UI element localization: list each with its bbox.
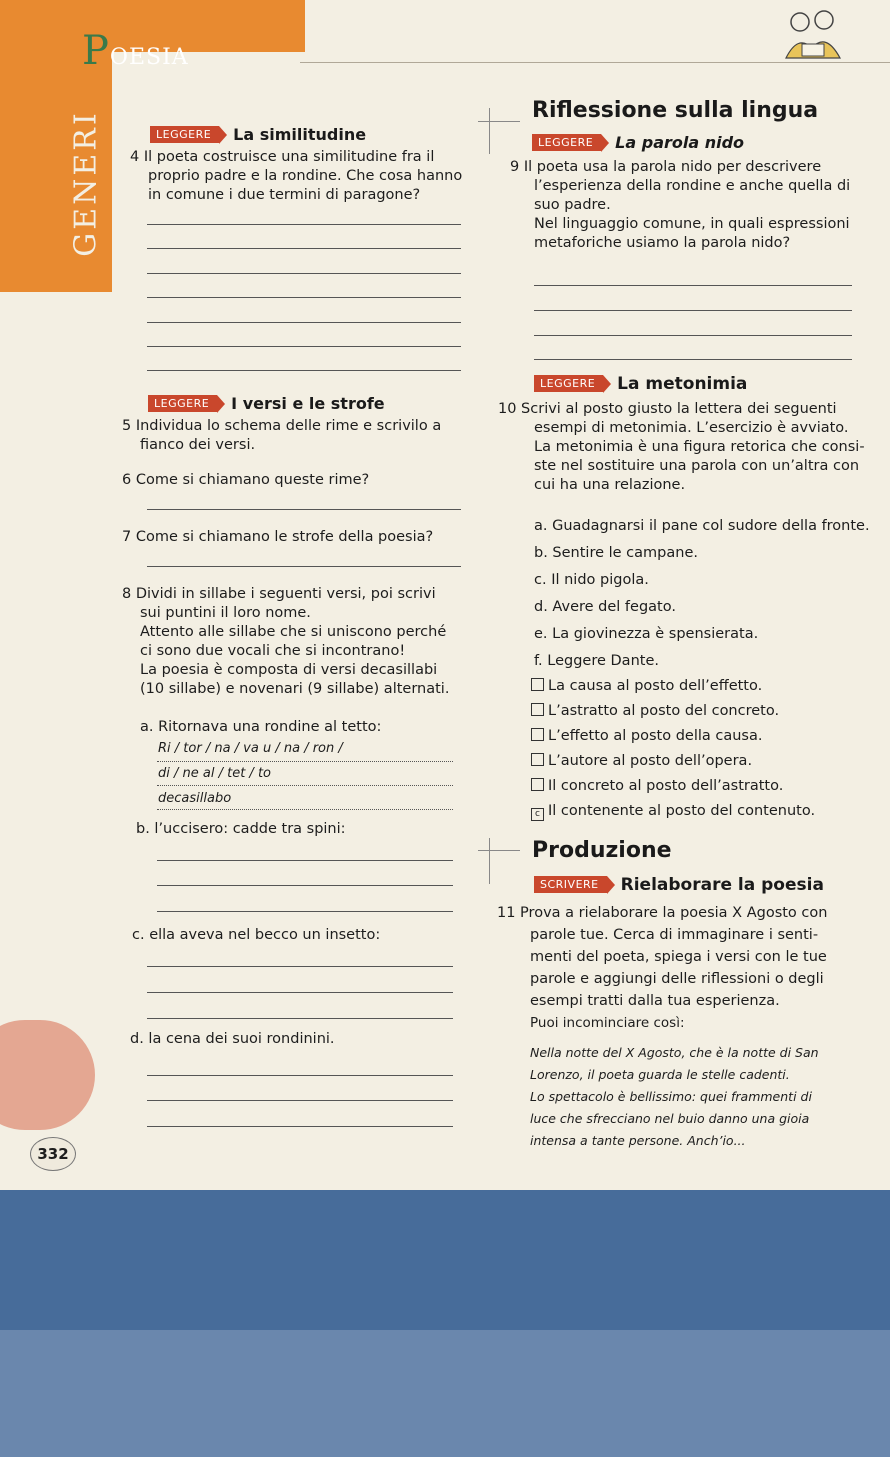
answer-line[interactable]	[147, 509, 461, 510]
syllable-line-2[interactable]: di / ne al / tet / to	[158, 766, 271, 781]
scrivere-tag: SCRIVERE	[534, 876, 607, 893]
option-row: Il concreto al posto dell’astratto.	[531, 774, 815, 799]
example-e: e. La giovinezza è spensierata.	[534, 626, 759, 642]
heading-parola-nido: LEGGERE La parola nido	[532, 132, 744, 152]
heading-similitudine: LEGGERE La similitudine	[150, 124, 366, 144]
crosshair-mark	[489, 108, 490, 154]
header-rule	[300, 62, 890, 63]
question-10: 10 Scrivi al posto giusto la lettera dei seguenti esempi di metonimia. L’esercizio è avviato. La metonimia è una figura retorica che consi- ste nel sostituire una parola con un’altra con cui ha una relazione.	[498, 401, 865, 493]
heading-riflessione: Riflessione sulla lingua	[532, 98, 819, 123]
metonymy-options	[531, 674, 815, 824]
answer-box[interactable]	[531, 728, 544, 741]
heading-metonimia: LEGGERE La metonimia	[534, 373, 747, 394]
metonymy-examples	[534, 513, 870, 675]
option-row: L’astratto al posto del concreto.	[531, 699, 815, 724]
example-a: a. Guadagnarsi il pane col sudore della fronte.	[534, 518, 870, 534]
leggere-tag: LEGGERE	[148, 395, 217, 412]
answer-box[interactable]	[531, 753, 544, 766]
page-number: 332	[30, 1137, 76, 1171]
question-7: 7 Come si chiamano le strofe della poesia?	[122, 529, 434, 545]
heading-rielaborare: SCRIVERE Rielaborare la poesia	[534, 874, 824, 895]
answer-line[interactable]	[157, 760, 453, 762]
section-title: POESIA	[82, 28, 189, 74]
answer-line[interactable]	[157, 885, 453, 886]
item-b-label: b. l’uccisero: cadde tra spini:	[136, 821, 346, 837]
answer-line[interactable]	[534, 285, 852, 286]
answer-line[interactable]	[147, 1100, 453, 1101]
answer-line[interactable]	[157, 911, 453, 912]
question-9: 9 Il poeta usa la parola nido per descrivere l’esperienza della rondine e anche quella di suo padre. Nel linguaggio comune, in quali espressioni metaforiche usiamo la parola nido?	[510, 159, 851, 251]
question-11: 11 Prova a rielaborare la poesia X Agosto con parole tue. Cerca di immaginare i senti- menti del poeta, spiega i versi con le tue parole e aggiungi delle riflessioni o degli esempi tratti dalla tua esperienza. Puoi incominciare così:	[497, 905, 828, 1031]
answer-box[interactable]: c	[531, 808, 544, 821]
item-d-label: d. la cena dei suoi rondinini.	[130, 1031, 335, 1047]
answer-line[interactable]	[157, 808, 453, 810]
answer-line[interactable]	[147, 1075, 453, 1076]
answer-line[interactable]	[147, 992, 453, 993]
answer-line[interactable]	[147, 248, 461, 249]
answer-line[interactable]	[147, 224, 461, 225]
answer-box[interactable]	[531, 678, 544, 691]
item-a-label: a. Ritornava una rondine al tetto:	[140, 719, 382, 735]
answer-line[interactable]	[157, 860, 453, 861]
crosshair-mark	[478, 850, 520, 851]
crosshair-mark	[478, 121, 520, 122]
option-row: La causa al posto dell’effetto.	[531, 674, 815, 699]
crosshair-mark	[489, 838, 490, 884]
answer-line[interactable]	[147, 370, 461, 371]
answer-line[interactable]	[147, 566, 461, 567]
heading-versi-strofe: LEGGERE I versi e le strofe	[148, 393, 385, 413]
answer-line[interactable]	[157, 784, 453, 786]
answer-line[interactable]	[534, 310, 852, 311]
option-row: c Il contenente al posto del contenuto.	[531, 799, 815, 824]
heading-produzione: Produzione	[532, 838, 672, 863]
answer-line[interactable]	[147, 1126, 453, 1127]
answer-line[interactable]	[147, 1018, 453, 1019]
leggere-tag: LEGGERE	[532, 134, 601, 151]
example-b: b. Sentire le campane.	[534, 545, 698, 561]
answer-line[interactable]	[147, 346, 461, 347]
example-d: d. Avere del fegato.	[534, 599, 676, 615]
example-f: f. Leggere Dante.	[534, 653, 659, 669]
children-reading-icon	[778, 8, 848, 64]
syllable-line-1[interactable]: Ri / tor / na / va u / na / ron /	[158, 741, 343, 756]
item-c-label: c. ella aveva nel becco un insetto:	[132, 927, 381, 943]
question-6: 6 Come si chiamano queste rime?	[122, 472, 370, 488]
answer-box[interactable]	[531, 703, 544, 716]
question-5: 5 Individua lo schema delle rime e scrivilo a fianco dei versi.	[122, 418, 442, 453]
question-4: 4 Il poeta costruisce una similitudine fra il proprio padre e la rondine. Che cosa hanno in comune i due termini di paragone?	[130, 149, 463, 203]
answer-line[interactable]	[534, 359, 852, 360]
option-row: L’autore al posto dell’opera.	[531, 749, 815, 774]
verse-name[interactable]: decasillabo	[158, 791, 232, 806]
option-row: L’effetto al posto della causa.	[531, 724, 815, 749]
blue-surface-lower	[0, 1330, 890, 1457]
example-start-text: Nella notte del X Agosto, che è la notte di San Lorenzo, il poeta guarda le stelle cadenti. Lo spettacolo è bellissimo: quei frammenti di luce che sfrecciano nel buio danno una gioia intensa a tante persone. Anch’io...	[530, 1045, 819, 1148]
answer-line[interactable]	[147, 273, 461, 274]
answer-line[interactable]	[147, 966, 453, 967]
answer-line[interactable]	[147, 297, 461, 298]
answer-box[interactable]	[531, 778, 544, 791]
answer-line[interactable]	[534, 335, 852, 336]
leggere-tag: LEGGERE	[534, 375, 603, 392]
side-label: GENERI	[68, 109, 104, 257]
leggere-tag: LEGGERE	[150, 126, 219, 143]
question-8: 8 Dividi in sillabe i seguenti versi, poi scrivi sui puntini il loro nome. Attento alle sillabe che si uniscono perché ci sono due vocali che si incontrano! La poesia è composta di versi decasillabi (10 sillabe) e novenari (9 sillabe) alternati.	[122, 586, 450, 697]
example-c: c. Il nido pigola.	[534, 572, 649, 588]
answer-line[interactable]	[147, 322, 461, 323]
